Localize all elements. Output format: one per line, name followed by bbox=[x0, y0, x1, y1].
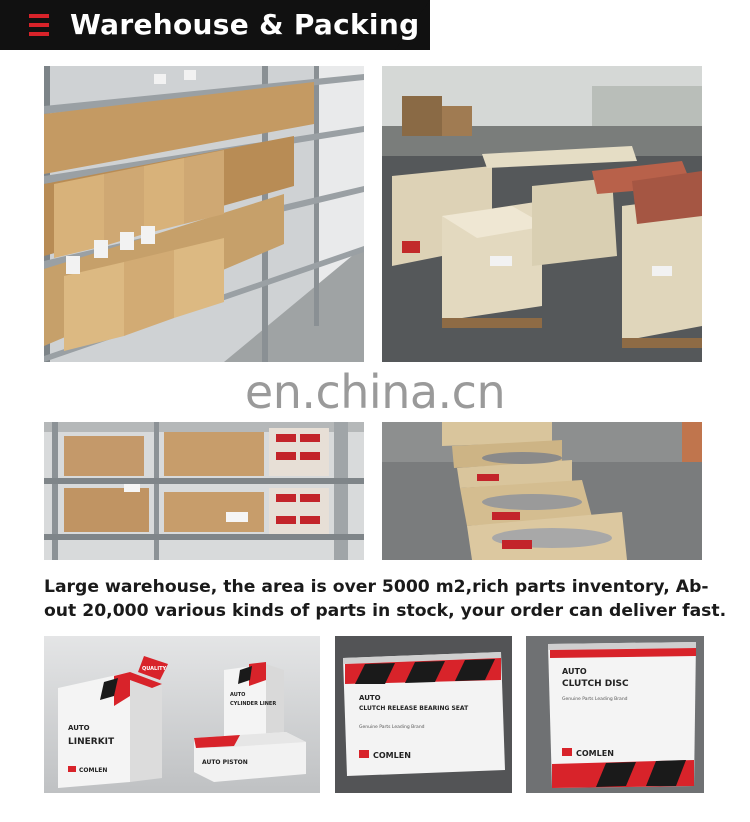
clutch-disc-tagline: Genuine Parts Leading Brand bbox=[562, 697, 628, 702]
clutch-disc-heading-big: CLUTCH DISC bbox=[562, 679, 629, 689]
warehouse-description bbox=[44, 575, 727, 623]
warehouse-shelves-photo bbox=[44, 66, 364, 362]
cylinder-liner-heading-small: AUTO bbox=[230, 692, 246, 698]
clutch-disc-heading-small: AUTO bbox=[562, 667, 587, 676]
wooden-crates-photo bbox=[382, 66, 702, 362]
section-header bbox=[0, 0, 750, 50]
clutch-disc-brand: COMLEN bbox=[576, 749, 614, 758]
release-bearing-heading-small: AUTO bbox=[359, 694, 381, 702]
cylinder-liner-heading-big: CYLINDER LINER bbox=[230, 701, 277, 707]
description-line-1: Large warehouse, the area is over 5000 m2,rich parts inventory, Ab- bbox=[44, 577, 709, 597]
quality-sticker: QUALITY bbox=[142, 666, 167, 672]
auto-piston-label: AUTO PISTON bbox=[202, 759, 248, 766]
menu-icon bbox=[29, 14, 49, 36]
description-line-2: out 20,000 various kinds of parts in stock, your order can deliver fast. bbox=[44, 601, 727, 621]
open-crates-photo bbox=[382, 422, 702, 560]
product-clutch-disc-image bbox=[526, 636, 704, 793]
product-linerkit-image bbox=[44, 636, 320, 793]
watermark-text: en.china.cn bbox=[244, 365, 506, 419]
release-bearing-heading-big: CLUTCH RELEASE BEARING SEAT bbox=[359, 705, 469, 712]
release-bearing-brand: COMLEN bbox=[373, 751, 411, 760]
linerkit-heading-big: LINERKIT bbox=[68, 737, 115, 747]
product-release-bearing-image bbox=[335, 636, 512, 793]
linerkit-brand: COMLEN bbox=[79, 767, 108, 774]
release-bearing-tagline: Genuine Parts Leading Brand bbox=[359, 725, 425, 730]
section-title: Warehouse & Packing bbox=[70, 8, 420, 41]
watermark bbox=[40, 362, 710, 422]
linerkit-heading-small: AUTO bbox=[68, 724, 90, 732]
warehouse-rack-photo bbox=[44, 422, 364, 560]
